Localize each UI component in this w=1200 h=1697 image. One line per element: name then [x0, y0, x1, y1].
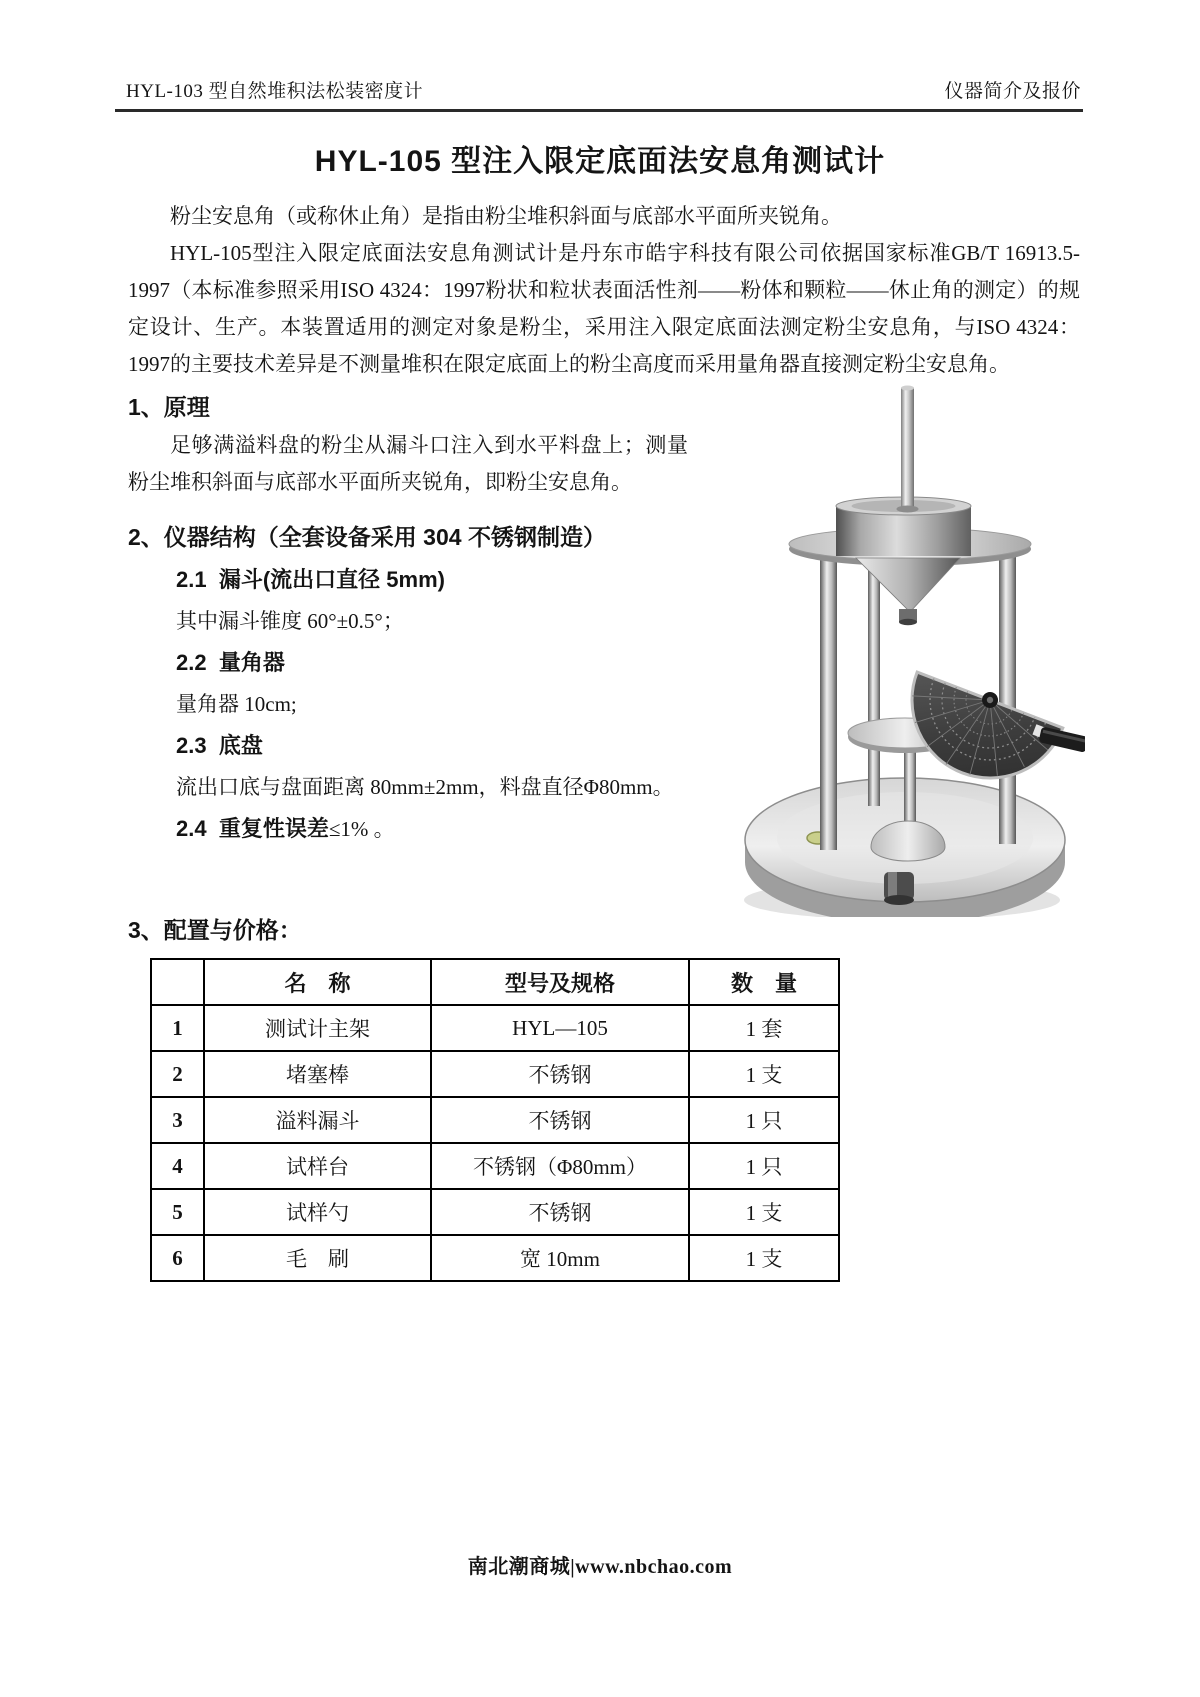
cell-model: 不锈钢	[431, 1097, 689, 1143]
cell-qty: 1 只	[689, 1097, 839, 1143]
adjustment-knob	[884, 872, 914, 905]
table-row	[151, 1005, 839, 1051]
cell-index: 2	[151, 1051, 204, 1097]
cell-model: 不锈钢	[431, 1051, 689, 1097]
section3-heading: 3、配置与价格：	[128, 917, 302, 943]
cell-model: 不锈钢（Φ80mm）	[431, 1143, 689, 1189]
cell-model: 宽 10mm	[431, 1235, 689, 1281]
section2-item-protractor-body: 量角器 10cm;	[176, 692, 297, 716]
cell-name: 试样勺	[204, 1189, 431, 1235]
item-number: 2.1	[176, 567, 207, 592]
header-cell-qty: 数 量	[689, 959, 839, 1005]
table-row	[151, 1235, 839, 1281]
cell-name: 测试计主架	[204, 1005, 431, 1051]
header-rule	[115, 76, 1083, 112]
plug-rod	[897, 386, 919, 513]
cell-model: HYL—105	[431, 1005, 689, 1051]
cell-index: 6	[151, 1235, 204, 1281]
section2-item-baseplate-body: 流出口底与盘面距离 80mm±2mm，料盘直径Φ80mm。	[176, 775, 674, 799]
cell-qty: 1 套	[689, 1005, 839, 1051]
left-leg	[820, 552, 837, 850]
cell-qty: 1 只	[689, 1143, 839, 1189]
page-title: HYL-105 型注入限定底面法安息角测试计	[314, 145, 886, 178]
item-title: 量角器	[218, 650, 285, 675]
section1-heading: 1、原理	[128, 394, 210, 420]
cell-name: 毛 刷	[204, 1235, 431, 1281]
item-number: 2.2	[176, 650, 207, 675]
cell-name: 溢料漏斗	[204, 1097, 431, 1143]
item-title: 重复性误差	[218, 816, 329, 841]
cell-index: 5	[151, 1189, 204, 1235]
intro-paragraph-2: HYL-105型注入限定底面法安息角测试计是丹东市皓宇科技有限公司依据国家标准GB/T 16913.5-1997（本标准参照采用ISO 4324：1997粉状和粒状表面活性剂——粉体和颗粒——休止角的测定）的规定设计、生产。本装置适用的测定对象是粉尘，采用注入限定底面法测定粉尘安息角，与ISO 4324：1997的主要技术差异是不测量堆积在限定底面上的粉尘高度而采用量角器直接测定粉尘安息角。	[128, 241, 1080, 376]
intro-paragraph-1: 粉尘安息角（或称休止角）是指由粉尘堆积斜面与底部水平面所夹锐角。	[170, 204, 842, 228]
cell-qty: 1 支	[689, 1189, 839, 1235]
instrument-photo	[690, 372, 1085, 917]
table-row	[151, 1051, 839, 1097]
header-left-text: HYL-103 型自然堆积法松装密度计	[126, 81, 424, 102]
right-leg	[999, 552, 1016, 844]
table-row	[151, 1097, 839, 1143]
page-header	[115, 0, 1083, 112]
cell-index: 3	[151, 1097, 204, 1143]
item-number: 2.3	[176, 733, 207, 758]
cell-qty: 1 支	[689, 1235, 839, 1281]
header-cell-name: 名 称	[204, 959, 431, 1005]
section2-item-repeatability-body: ≤1% 。	[328, 817, 395, 841]
header-cell-model: 型号及规格	[431, 959, 689, 1005]
cell-name: 试样台	[204, 1143, 431, 1189]
item-number: 2.4	[176, 816, 207, 841]
cell-index: 4	[151, 1143, 204, 1189]
cell-qty: 1 支	[689, 1051, 839, 1097]
item-title: 漏斗(流出口直径 5mm)	[218, 567, 445, 592]
table-row	[151, 1189, 839, 1235]
header-cell-index	[151, 959, 204, 1005]
item-title: 底盘	[218, 733, 263, 758]
table-row	[151, 1143, 839, 1189]
back-leg	[868, 556, 880, 806]
section2-heading: 2、仪器结构（全套设备采用 304 不锈钢制造）	[128, 524, 606, 550]
cell-index: 1	[151, 1005, 204, 1051]
instrument-illustration	[690, 372, 1085, 917]
section2-item-funnel-body: 其中漏斗锥度 60°±0.5°；	[176, 609, 404, 633]
cell-name: 堵塞棒	[204, 1051, 431, 1097]
section1-body: 足够满溢料盘的粉尘从漏斗口注入到水平料盘上；测量粉尘堆积斜面与底部水平面所夹锐角，即粉尘安息角。	[128, 433, 688, 494]
page-footer: 南北潮商城|www.nbchao.com	[467, 1556, 733, 1578]
header-right-text: 仪器简介及报价	[944, 81, 1081, 102]
cell-model: 不锈钢	[431, 1189, 689, 1235]
configuration-price-table	[150, 958, 840, 1282]
table-header-row	[151, 959, 839, 1005]
